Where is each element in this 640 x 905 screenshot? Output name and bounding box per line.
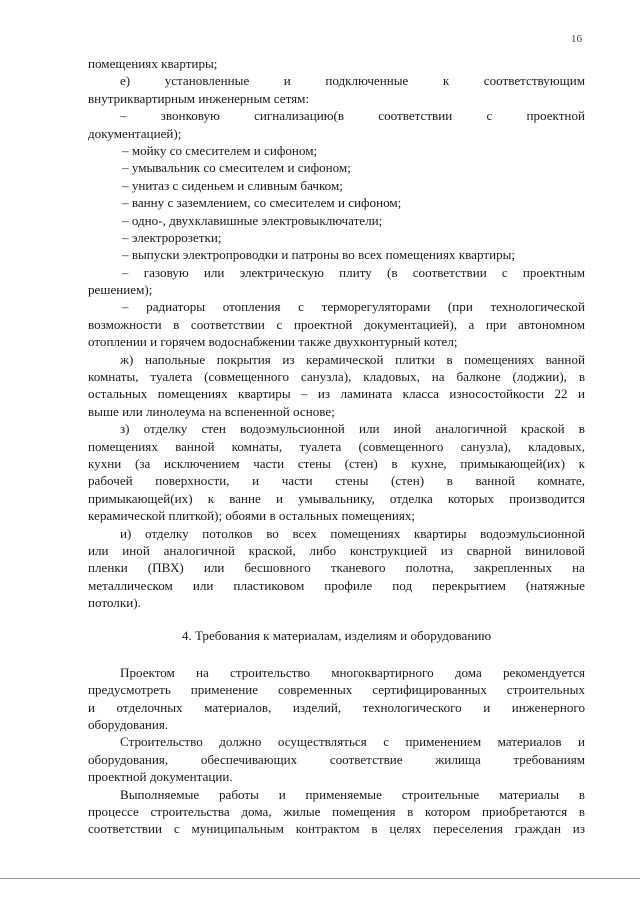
text-line: оборудования. [88, 717, 169, 733]
text-line: или иной аналогичной краской, либо конструкцией из сварной виниловой [88, 542, 585, 558]
text-line: решением); [88, 282, 153, 298]
text-line: з) отделку стен водоэмульсионной или иной аналогичной краской в [120, 421, 585, 437]
text-line: внутриквартирным инженерным сетям: [88, 90, 310, 106]
text-line: комнаты, туалета (совмещенного санузла), кладовых, на балконе (лоджии), в [88, 369, 585, 385]
text-line: – ванну с заземлением, со смесителем и сифоном; [122, 195, 402, 211]
text-line: ж) напольные покрытия из керамической плитки в помещениях ванной [120, 351, 585, 367]
text-line: Выполняемые работы и применяемые строительные материалы в [120, 786, 585, 802]
text-line: документацией); [88, 125, 182, 141]
text-line: остальных помещениях квартиры – из ламината класса износостойкости 22 и [88, 386, 585, 402]
text-line: керамической плиткой); обоями в остальных помещениях; [88, 508, 416, 524]
text-line: отоплении и горячем водоснабжении также двухконтурный котел; [88, 334, 458, 350]
text-line: металлическом или пластиковом профиле под перекрытием (натяжные [88, 577, 585, 593]
text-line: примыкающей(их) к ванне и умывальнику, отделка которых производится [88, 490, 585, 506]
text-line: – звонковую сигнализацию(в соответствии с проектной [120, 108, 585, 124]
text-line: оборудования, обеспечивающих соответствие жилища требованиям [88, 751, 585, 767]
text-line: потолки). [88, 595, 141, 611]
text-line: помещениях квартиры; [88, 56, 218, 71]
page-number: 16 [571, 33, 582, 45]
text-line: соответствии с муниципальным контрактом в целях переселения граждан из [88, 821, 585, 837]
text-line: процессе строительства дома, жилые помещения в котором приобретаются в [88, 804, 585, 820]
text-line: пленки (ПВХ) или бесшовного тканевого полотна, закрепленных на [88, 560, 585, 576]
text-line: проектной документации. [88, 769, 233, 785]
text-line: рабочей поверхности, и части стены (стен) в ванной комнате, [88, 473, 585, 489]
text-line: – выпуски электропроводки и патроны во всех помещениях квартиры; [122, 247, 516, 263]
text-line: возможности в соответствии с проектной документацией), а при автономном [88, 316, 585, 332]
text-line: выше или линолеума на вспененной основе; [88, 403, 335, 419]
text-line: – унитаз с сиденьем и сливным бачком; [122, 177, 343, 193]
document-body [88, 55, 585, 838]
text-line: и отделочных материалов, изделий, технологического и инженерного [88, 699, 585, 715]
text-line: – одно-, двухклавишные электровыключатели; [122, 212, 383, 228]
text-line: – мойку со смесителем и сифоном; [122, 142, 318, 158]
text-line: – умывальник со смесителем и сифоном; [122, 160, 351, 176]
text-line: и) отделку потолков во всех помещениях квартиры водоэмульсионной [120, 525, 585, 541]
text-line: Проектом на строительство многоквартирного дома рекомендуется [120, 664, 585, 680]
text-line: – радиаторы отопления с терморегуляторами (при технологической [122, 299, 585, 315]
section-paragraphs [88, 664, 585, 838]
text-line: Строительство должно осуществляться с применением материалов и [120, 734, 585, 750]
text-line: предусмотреть применение современных сертифицированных строительных [88, 682, 585, 698]
page-bottom-border [0, 878, 640, 879]
section-heading: 4. Требования к материалам, изделиям и оборудованию [181, 627, 492, 643]
text-line: – электророзетки; [122, 229, 222, 245]
requirements-list [88, 55, 585, 612]
text-line: помещениях ванной комнаты, туалета (совмещенного санузла), кладовых, [88, 438, 585, 454]
text-line: е) установленные и подключенные к соответствующим [120, 73, 585, 89]
text-line: кухни (за исключением части стены (стен) в кухне, примыкающей(их) к [88, 455, 585, 471]
text-line: – газовую или электрическую плиту (в соответствии с проектным [122, 264, 585, 280]
